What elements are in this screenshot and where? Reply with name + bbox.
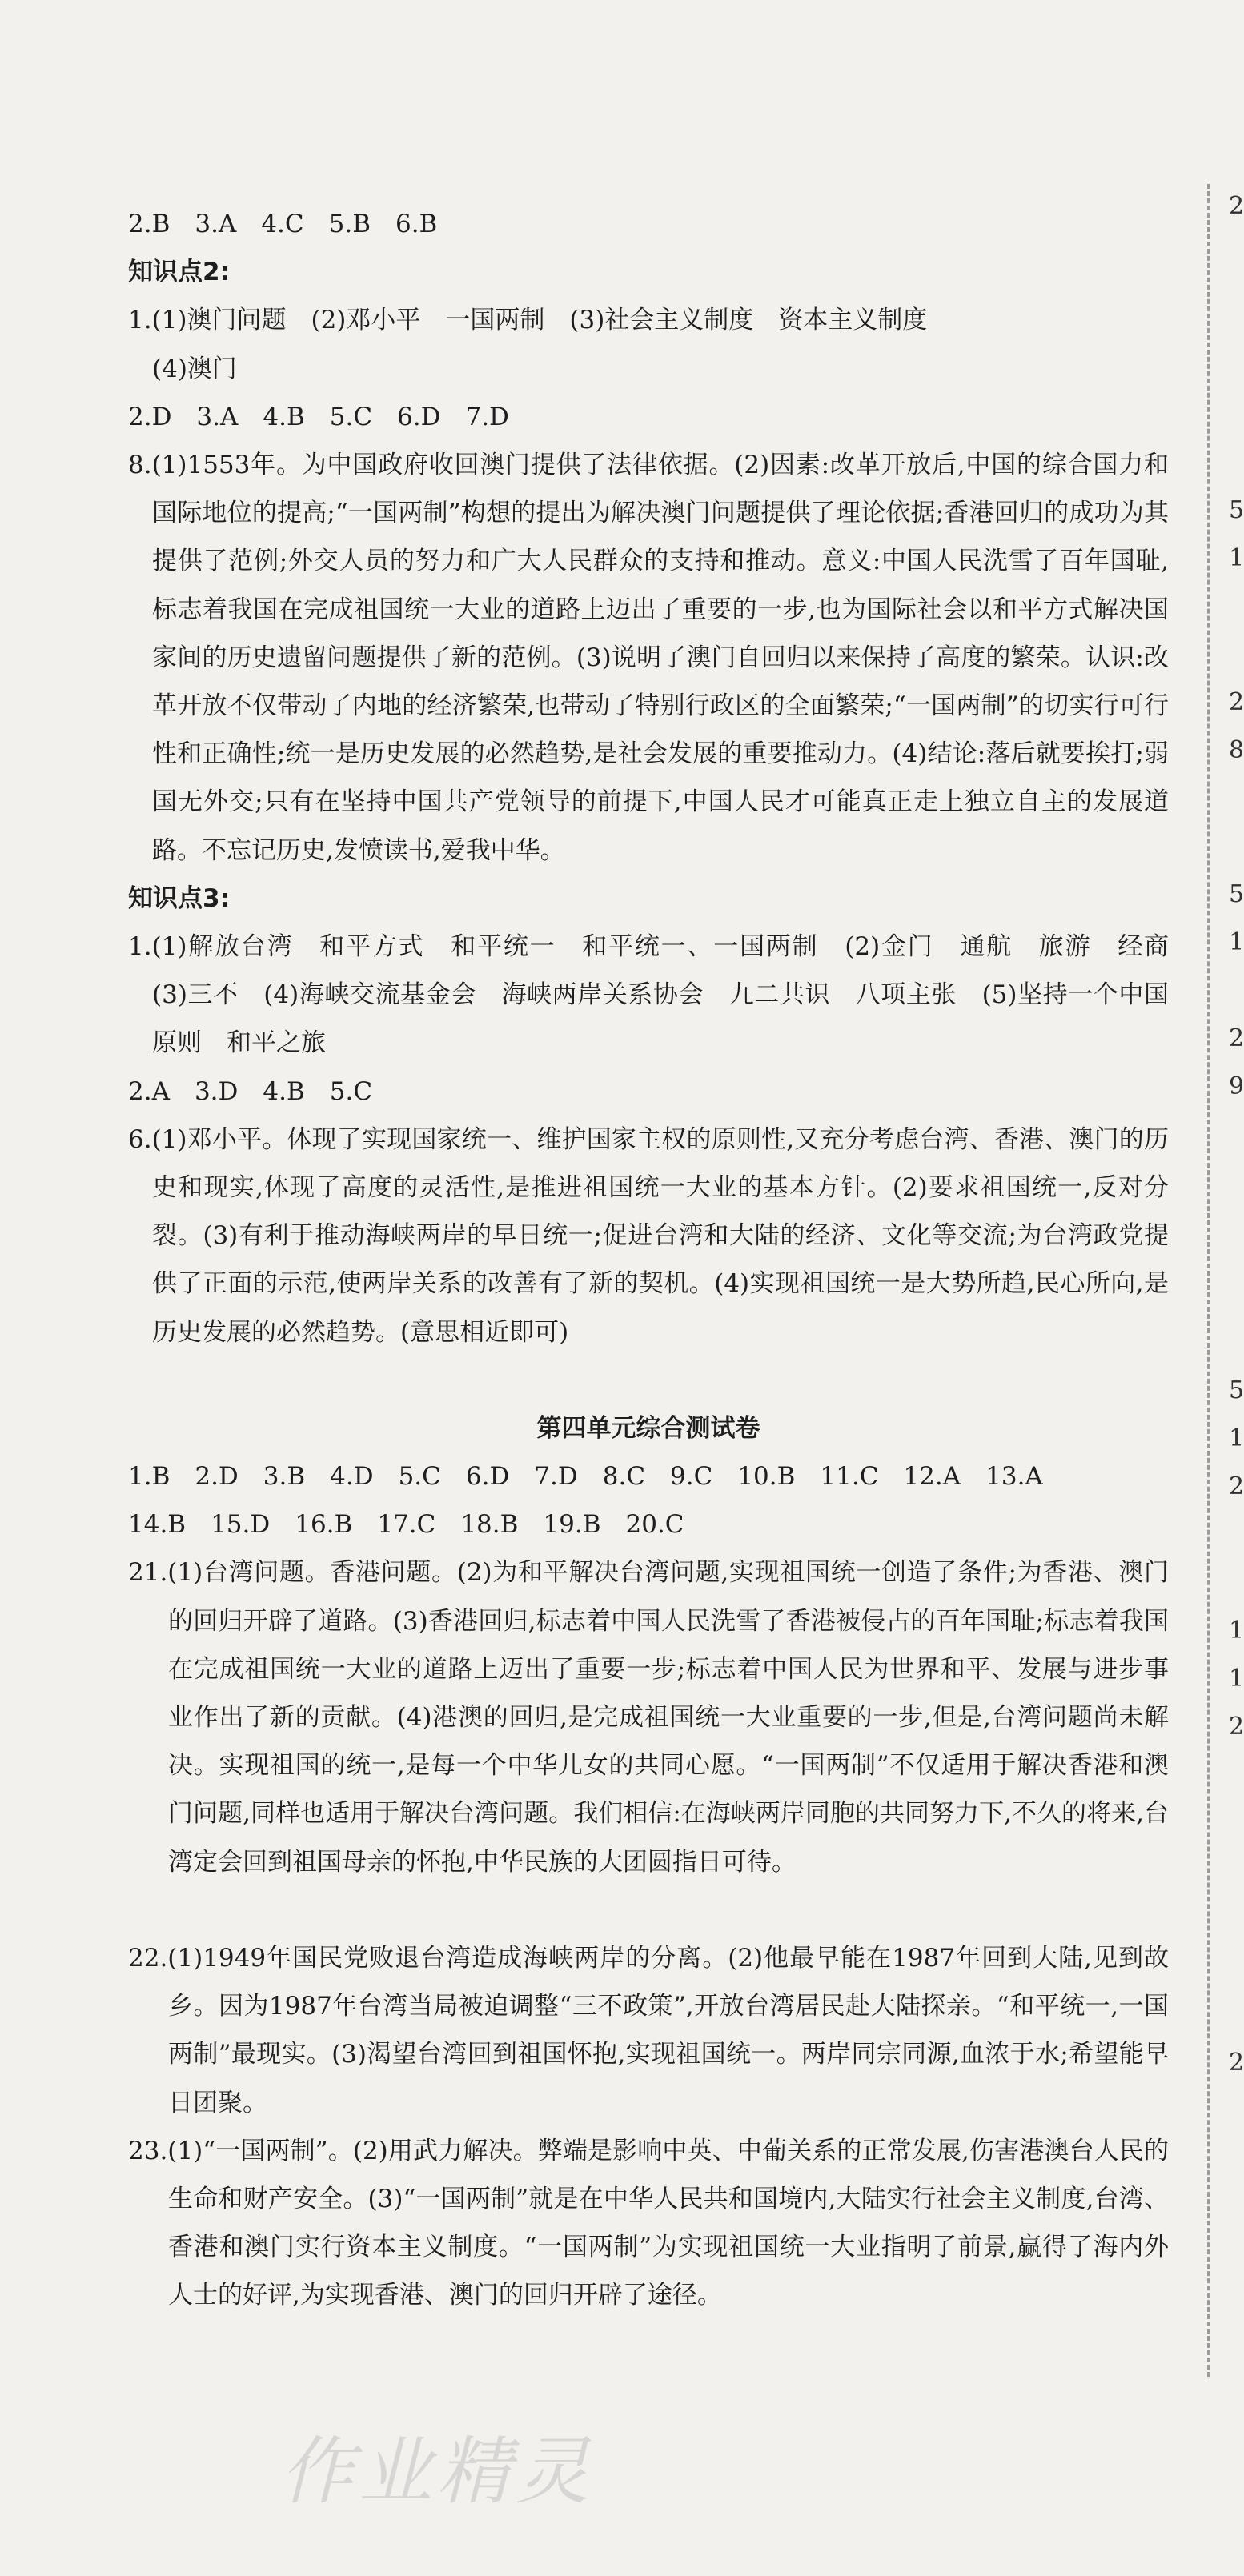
answer-paragraph: 1.(1)解放台湾 和平方式 和平统一 和平统一、一国两制 (2)金门 通航 旅游 经商 (3)三不 (4)海峡交流基金会 海峡两岸关系协会 九二共识 八项主张 (5)坚持一个中国原则 和平之旅 [128, 931, 1194, 1058]
watermark-logo: 作业精灵 [280, 2429, 595, 2514]
edge-char: 9 [1229, 1072, 1244, 1100]
edge-char: 2 [1229, 2049, 1244, 2077]
answer-paragraph: 22.(1)1949年国民党败退台湾造成海峡两岸的分离。(2)他最早能在1987年回到大陆,见到故乡。因为1987年台湾当局被迫调整“三不政策”,开放台湾居民赴大陆探亲。“和平统一,一国两制”最现实。(3)渴望台湾回到祖国怀抱,实现祖国统一。两岸同宗同源,血浓于水;希望能早日团聚。 [128, 1944, 1169, 2117]
answer-line: 14.B 15.D 16.B 17.C 18.B 19.B 20.C [128, 1510, 684, 1540]
edge-char: 2 [1229, 1024, 1244, 1052]
section-heading: 知识点3: [128, 883, 230, 913]
edge-char: 5 [1229, 880, 1244, 908]
edge-char: 2 [1229, 1472, 1244, 1500]
answer-paragraph: 6.(1)邓小平。体现了实现国家统一、维护国家主权的原则性,又充分考虑台湾、香港、澳门的历史和现实,体现了高度的灵活性,是推进祖国统一大业的基本方针。(2)要求祖国统一,反对分裂。(3)有利于推动海峡两岸的早日统一;促进台湾和大陆的经济、文化等交流;为台湾政党提供了正面的示范,使两岸关系的改善有了新的契机。(4)实现祖国统一是大势所趋,民心所向,是历史发展的必然趋势。(意思相近即可) [128, 1124, 1169, 1347]
edge-char: 5 [1229, 1376, 1244, 1404]
edge-char: 8 [1229, 736, 1244, 764]
edge-char: 2 [1229, 192, 1244, 220]
edge-char: 2 [1229, 1713, 1244, 1741]
answer-line: (4)澳门 [152, 354, 237, 383]
edge-char: 1 [1229, 544, 1244, 572]
edge-char: 1 [1229, 1665, 1244, 1693]
edge-char: 1 [1229, 1424, 1244, 1452]
answer-line: 1.(1)澳门问题 (2)邓小平 一国两制 (3)社会主义制度 资本主义制度 [128, 306, 928, 335]
answer-line: 1.B 2.D 3.B 4.D 5.C 6.D 7.D 8.C 9.C 10.B 11.C 12.A 13.A [128, 1462, 1043, 1492]
edge-char: 1 [1229, 928, 1244, 956]
answer-line: 2.B 3.A 4.C 5.B 6.B [128, 210, 438, 238]
dashed-divider [1207, 184, 1210, 2377]
answer-line: 2.D 3.A 4.B 5.C 6.D 7.D [128, 402, 509, 431]
answer-paragraph: 23.(1)“一国两制”。(2)用武力解决。弊端是影响中英、中葡关系的正常发展,伤害港澳台人民的生命和财产安全。(3)“一国两制”就是在中华人民共和国境内,大陆实行社会主义制度,台湾、香港和澳门实行资本主义制度。“一国两制”为实现祖国统一大业指明了前景,赢得了海内外人士的好评,为实现香港、澳门的回归开辟了途径。 [128, 2136, 1169, 2310]
answer-content [128, 200, 1194, 2368]
edge-char: 1 [1229, 1617, 1244, 1645]
answer-paragraph: 8.(1)1553年。为中国政府收回澳门提供了法律依据。(2)因素:改革开放后,中国的综合国力和国际地位的提高;“一国两制”构想的提出为解决澳门问题提供了理论依据;香港回归的成功为其提供了范例;外交人员的努力和广大人民群众的支持和推动。意义:中国人民洗雪了百年国耻,标志着我国在完成祖国统一大业的道路上迈出了重要的一步,也为国际社会以和平方式解决国家间的历史遗留问题提供了新的范例。(3)说明了澳门自回归以来保持了高度的繁荣。认识:改革开放不仅带动了内地的经济繁荣,也带动了特别行政区的全面繁荣;“一国两制”的切实行可行性和正确性;统一是历史发展的必然趋势,是社会发展的重要推动力。(4)结论:落后就要挨打;弱国无外交;只有在坚持中国共产党领导的前提下,中国人民才可能真正走上独立自主的发展道路。不忘记历史,发愤读书,爱我中华。 [128, 450, 1169, 865]
edge-char: 5 [1229, 496, 1244, 524]
edge-char: 2 [1229, 688, 1244, 716]
answer-line: 2.A 3.D 4.B 5.C [128, 1076, 373, 1106]
unit-test-title: 第四单元综合测试卷 [536, 1413, 760, 1443]
adjacent-page-edge [1229, 0, 1242, 2576]
section-heading: 知识点2: [128, 258, 230, 287]
answer-paragraph: 21.(1)台湾问题。香港问题。(2)为和平解决台湾问题,实现祖国统一创造了条件;为香港、澳门的回归开辟了道路。(3)香港回归,标志着中国人民洗雪了香港被侵占的百年国耻;标志着我国在完成祖国统一大业的道路上迈出了重要一步;标志着中国人民为世界和平、发展与进步事业作出了新的贡献。(4)港澳的回归,是完成祖国统一大业重要的一步,但是,台湾问题尚未解决。实现祖国的统一,是每一个中华儿女的共同心愿。“一国两制”不仅适用于解决香港和澳门问题,同样也适用于解决台湾问题。我们相信:在海峡两岸同胞的共同努力下,不久的将来,台湾定会回到祖国母亲的怀抱,中华民族的大团圆指日可待。 [128, 1558, 1169, 1877]
